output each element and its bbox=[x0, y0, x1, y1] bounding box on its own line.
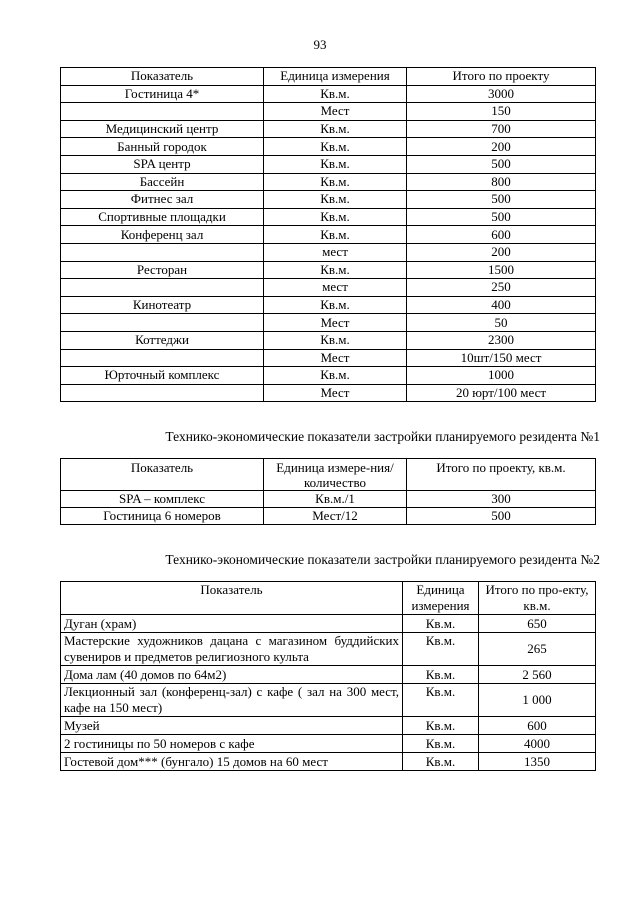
cell-indicator: Дома лам (40 домов по 64м2) bbox=[61, 666, 403, 684]
table-row bbox=[61, 615, 596, 633]
cell-total: 20 юрт/100 мест bbox=[407, 384, 596, 402]
cell-indicator: SPA – комплекс bbox=[61, 491, 264, 508]
cell-unit: Кв.м. bbox=[264, 208, 407, 226]
cell-total: 1350 bbox=[479, 753, 596, 771]
cell-unit: Кв.м. bbox=[264, 120, 407, 138]
header-unit-quantity: Единица измере-ния/количество bbox=[264, 459, 407, 491]
cell-indicator: Медицинский центр bbox=[61, 120, 264, 138]
cell-unit: Кв.м. bbox=[264, 331, 407, 349]
table-row bbox=[61, 173, 596, 191]
table-row bbox=[61, 138, 596, 156]
header-total: Итого по проекту bbox=[407, 68, 596, 86]
cell-total: 650 bbox=[479, 615, 596, 633]
cell-total: 400 bbox=[407, 296, 596, 314]
cell-unit: Кв.м. bbox=[264, 226, 407, 244]
table-row bbox=[61, 226, 596, 244]
cell-total: 265 bbox=[479, 633, 596, 666]
cell-indicator bbox=[61, 103, 264, 121]
header-unit: Единица измерения bbox=[403, 582, 479, 615]
cell-unit: Кв.м. bbox=[403, 684, 479, 717]
cell-indicator bbox=[61, 384, 264, 402]
cell-unit: Кв.м. bbox=[264, 367, 407, 385]
cell-indicator: Кинотеатр bbox=[61, 296, 264, 314]
cell-indicator: Конференц зал bbox=[61, 226, 264, 244]
resident-1-table bbox=[60, 458, 596, 525]
page-number: 93 bbox=[313, 37, 327, 52]
cell-unit: Кв.м. bbox=[403, 633, 479, 666]
table-row bbox=[61, 717, 596, 735]
cell-indicator bbox=[61, 279, 264, 297]
cell-indicator: Спортивные площадки bbox=[61, 208, 264, 226]
table-row bbox=[61, 349, 596, 367]
table-header-row bbox=[61, 68, 596, 86]
cell-indicator: Лекционный зал (конференц-зал) с кафе ( зал на 300 мест, кафе на 150 мест) bbox=[61, 684, 403, 717]
cell-indicator: Юрточный комплекс bbox=[61, 367, 264, 385]
table-row bbox=[61, 633, 596, 666]
cell-unit: Кв.м. bbox=[264, 261, 407, 279]
cell-indicator: Гостиница 6 номеров bbox=[61, 508, 264, 525]
cell-total: 500 bbox=[407, 208, 596, 226]
table-row bbox=[61, 367, 596, 385]
cell-indicator bbox=[61, 314, 264, 332]
table-row bbox=[61, 243, 596, 261]
cell-total: 200 bbox=[407, 243, 596, 261]
table-row bbox=[61, 508, 596, 525]
table-row bbox=[61, 103, 596, 121]
table-header-row bbox=[61, 582, 596, 615]
cell-unit: Кв.м. bbox=[264, 296, 407, 314]
cell-unit: Мест bbox=[264, 314, 407, 332]
cell-unit: мест bbox=[264, 279, 407, 297]
table-row bbox=[61, 684, 596, 717]
cell-total: 150 bbox=[407, 103, 596, 121]
cell-unit: Мест/12 bbox=[264, 508, 407, 525]
table-row bbox=[61, 314, 596, 332]
cell-unit: Мест bbox=[264, 384, 407, 402]
cell-indicator: Гостиница 4* bbox=[61, 85, 264, 103]
cell-total: 600 bbox=[479, 717, 596, 735]
table-row bbox=[61, 735, 596, 753]
cell-unit: Кв.м./1 bbox=[264, 491, 407, 508]
cell-indicator: Коттеджи bbox=[61, 331, 264, 349]
caption-resident-1: Технико-экономические показатели застройки планируемого резидента №1 bbox=[165, 429, 600, 444]
table-row bbox=[61, 261, 596, 279]
cell-total: 200 bbox=[407, 138, 596, 156]
cell-indicator: Бассейн bbox=[61, 173, 264, 191]
cell-total: 700 bbox=[407, 120, 596, 138]
cell-indicator bbox=[61, 243, 264, 261]
cell-indicator: Дуган (храм) bbox=[61, 615, 403, 633]
cell-indicator: Фитнес зал bbox=[61, 191, 264, 209]
cell-indicator: Мастерские художников дацана с магазином буддийских сувениров и предметов религиозного культа bbox=[61, 633, 403, 666]
cell-total: 50 bbox=[407, 314, 596, 332]
cell-total: 500 bbox=[407, 508, 596, 525]
residents-indicators-table bbox=[60, 67, 596, 402]
cell-total: 300 bbox=[407, 491, 596, 508]
header-unit: Единица измерения bbox=[264, 68, 407, 86]
cell-total: 10шт/150 мест bbox=[407, 349, 596, 367]
cell-unit: мест bbox=[264, 243, 407, 261]
cell-unit: Кв.м. bbox=[264, 173, 407, 191]
cell-indicator: Ресторан bbox=[61, 261, 264, 279]
cell-unit: Кв.м. bbox=[403, 615, 479, 633]
table-row bbox=[61, 155, 596, 173]
cell-indicator: SPA центр bbox=[61, 155, 264, 173]
cell-total: 1500 bbox=[407, 261, 596, 279]
table-row bbox=[61, 491, 596, 508]
table-row bbox=[61, 120, 596, 138]
cell-total: 500 bbox=[407, 155, 596, 173]
header-total-sqm: Итого по про-екту, кв.м. bbox=[479, 582, 596, 615]
cell-indicator: 2 гостиницы по 50 номеров с кафе bbox=[61, 735, 403, 753]
table-row bbox=[61, 191, 596, 209]
header-indicator: Показатель bbox=[61, 459, 264, 491]
cell-unit: Кв.м. bbox=[403, 735, 479, 753]
table-row bbox=[61, 384, 596, 402]
cell-total: 600 bbox=[407, 226, 596, 244]
table-header-row bbox=[61, 459, 596, 491]
cell-total: 2 560 bbox=[479, 666, 596, 684]
cell-total: 500 bbox=[407, 191, 596, 209]
header-indicator: Показатель bbox=[61, 582, 403, 615]
table-row bbox=[61, 208, 596, 226]
cell-total: 4000 bbox=[479, 735, 596, 753]
cell-unit: Кв.м. bbox=[264, 155, 407, 173]
caption-resident-2: Технико-экономические показатели застройки планируемого резидента №2 bbox=[165, 552, 600, 567]
cell-total: 2300 bbox=[407, 331, 596, 349]
resident-2-table bbox=[60, 581, 596, 771]
cell-unit: Кв.м. bbox=[264, 138, 407, 156]
table-row bbox=[61, 666, 596, 684]
table-row bbox=[61, 279, 596, 297]
cell-total: 250 bbox=[407, 279, 596, 297]
cell-indicator: Банный городок bbox=[61, 138, 264, 156]
table-row bbox=[61, 753, 596, 771]
cell-total: 800 bbox=[407, 173, 596, 191]
cell-unit: Кв.м. bbox=[403, 666, 479, 684]
cell-unit: Кв.м. bbox=[264, 85, 407, 103]
cell-total: 1 000 bbox=[479, 684, 596, 717]
header-indicator: Показатель bbox=[61, 68, 264, 86]
table-row bbox=[61, 85, 596, 103]
cell-indicator: Музей bbox=[61, 717, 403, 735]
cell-indicator bbox=[61, 349, 264, 367]
cell-unit: Мест bbox=[264, 349, 407, 367]
cell-unit: Кв.м. bbox=[264, 191, 407, 209]
cell-total: 1000 bbox=[407, 367, 596, 385]
table-row bbox=[61, 331, 596, 349]
table-row bbox=[61, 296, 596, 314]
cell-unit: Кв.м. bbox=[403, 717, 479, 735]
cell-unit: Кв.м. bbox=[403, 753, 479, 771]
cell-indicator: Гостевой дом*** (бунгало) 15 домов на 60 мест bbox=[61, 753, 403, 771]
cell-unit: Мест bbox=[264, 103, 407, 121]
cell-total: 3000 bbox=[407, 85, 596, 103]
header-total-sqm: Итого по проекту, кв.м. bbox=[407, 459, 596, 491]
